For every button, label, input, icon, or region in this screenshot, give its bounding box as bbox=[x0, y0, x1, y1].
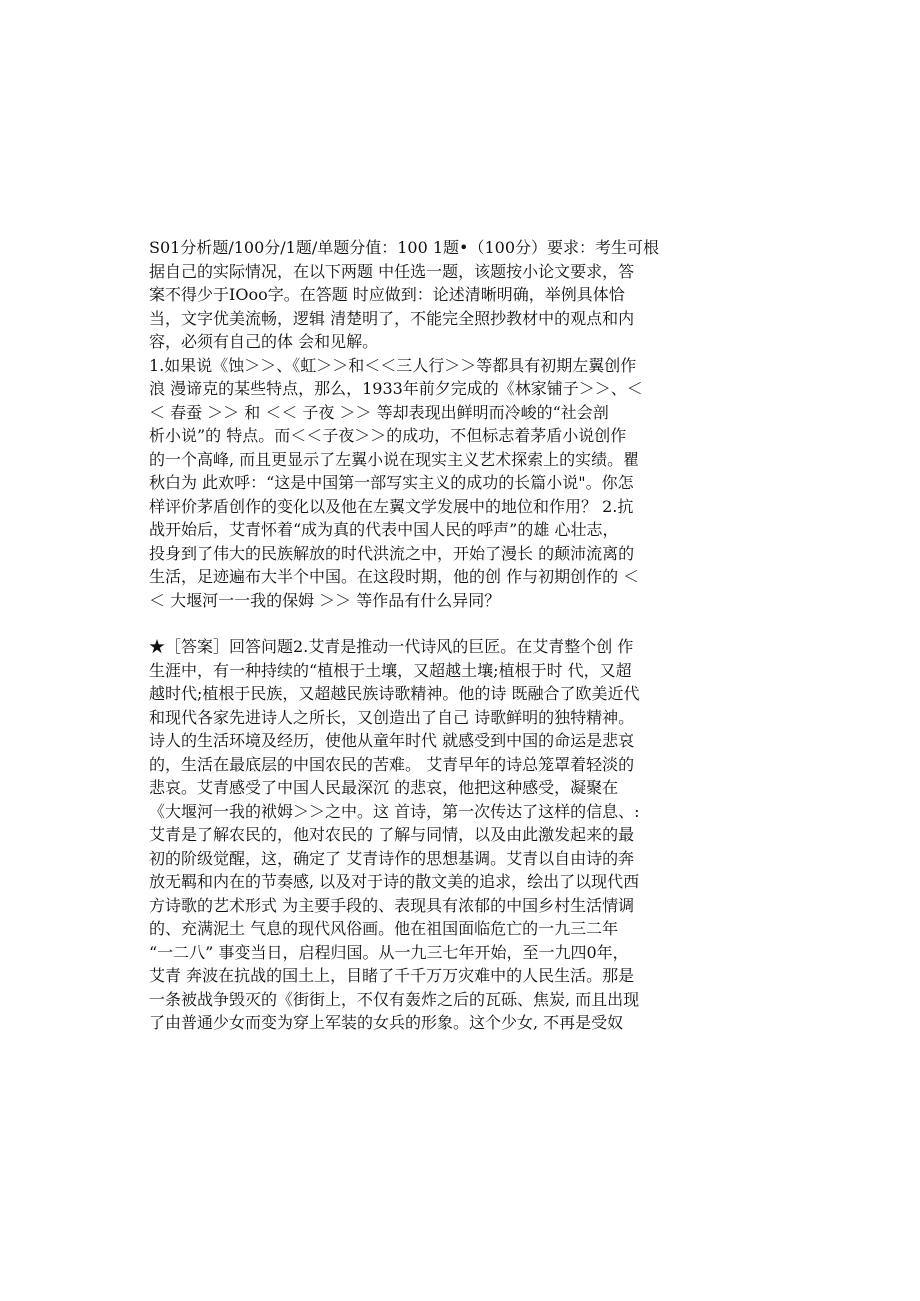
text-line: 的、充满泥土 气息的现代风俗画。他在祖国面临危亡的一九三二年 bbox=[149, 919, 619, 938]
text-line: 一条被战争毁灭的《街街上，不仅有轰炸之后的瓦砾、焦炭, 而且出现 bbox=[149, 989, 640, 1009]
text-line: 的一个高峰, 而且更显示了左翼小说在现实主义艺术探索上的实绩。瞿 bbox=[149, 449, 640, 469]
text-line: 案不得少于IOoo字。在答题 时应做到：论述清晰明确，举例具体恰 bbox=[149, 285, 625, 304]
answer-text bbox=[149, 635, 694, 1035]
text-line: ＜ 大堰河一一我的保姆 ＞＞ 等作品有什么异同？ bbox=[149, 590, 501, 610]
question-text bbox=[149, 236, 694, 612]
text-line: 《大堰河一我的袱姆＞＞之中。这 首诗，第一次传达了这样的信息、: bbox=[149, 801, 640, 821]
text-line: 悲哀。艾青感受了中国人民最深沉 的悲哀，他把这种感受，凝聚在 bbox=[149, 778, 619, 797]
text-line: S01分析题/100分/1题/单题分值：100 1题•（100分）要求：考生可根 bbox=[149, 238, 659, 257]
text-line: 越时代;植根于民族，又超越民族诗歌精神。他的诗 既融合了欧美近代 bbox=[149, 684, 640, 703]
text-line: “一二八” 事变当日，启程归国。从一九三七年开始，至一九四0年， bbox=[149, 942, 629, 962]
text-line: 生涯中，有一种持续的“植根于土壤，又超越土壤;植根于时 代，又超 bbox=[149, 660, 632, 680]
text-line: 诗人的生活环境及经历，使他从童年时代 就感受到中国的命运是悲哀 bbox=[149, 731, 635, 750]
text-line: ＜ 春蚕 ＞＞ 和 ＜＜ 子夜 ＞＞ 等却表现出鲜明而冷峻的“社会剖 bbox=[149, 402, 609, 422]
text-line: 生活，足迹遍布大半个中国。在这段时期，他的创 作与初期创作的 ＜ bbox=[149, 567, 640, 586]
text-line: 了由普通少女而变为穿上军装的女兵的形象。这个少女, 不再是受奴 bbox=[149, 1013, 624, 1032]
text-line: 艾青 奔波在抗战的国土上，目睹了千千万万灾难中的人民生活。那是 bbox=[149, 966, 635, 985]
text-line: 初的阶级觉醒，这，确定了 艾青诗作的思想基调。艾青以自由诗的奔 bbox=[149, 848, 635, 868]
text-line: 战开始后，艾青怀着“成为真的代表中国人民的呼声”的雄 心壮志， bbox=[149, 520, 619, 539]
text-line: 艾青是了解农民的，他对农民的 了解与同情，以及由此激发起来的最 bbox=[149, 825, 635, 844]
text-line: 容，必须有自己的体 会和见解。 bbox=[149, 332, 379, 351]
text-line: 投身到了伟大的民族解放的时代洪流之中，开始了漫长 的颠沛流离的 bbox=[149, 543, 635, 563]
text-line: 样评价茅盾创作的变化以及他在左翼文学发展中的地位和作用？ 2.抗 bbox=[149, 496, 634, 516]
text-line: 方诗歌的艺术形式 为主要手段的、表现具有浓郁的中国乡村生活情调 bbox=[149, 895, 635, 915]
text-line: 当，文字优美流畅，逻辑 清楚明了，不能完全照抄教材中的观点和内 bbox=[149, 308, 635, 328]
text-line: 的，生活在最底层的中国农民的苦难。 艾青早年的诗总笼罩着轻淡的 bbox=[149, 754, 635, 774]
text-line: 和现代各家先进诗人之所长，又创造出了自己 诗歌鲜明的独特精神。 bbox=[149, 707, 635, 727]
text-line: 秋白为 此欢呼：“这是中国第一部写实主义的成功的长篇小说"。你怎 bbox=[149, 473, 634, 492]
text-line: 浪 漫谛克的某些特点，那么，1933年前夕完成的《林家铺子＞＞、＜ bbox=[149, 379, 643, 398]
text-line: 据自己的实际情况，在以下两题 中任选一题，该题按小论文要求，答 bbox=[149, 261, 635, 281]
text-line: 1.如果说《蚀＞＞、《虹＞＞和＜＜三人行＞＞等都具有初期左翼创作 bbox=[149, 355, 637, 375]
text-line: 放无羁和内在的节奏感, 以及对于诗的散文美的追求，绘出了以现代西 bbox=[149, 872, 640, 891]
text-line: ★［答案］回答问题2.艾青是推动一代诗风的巨匠。在艾青整个创 作 bbox=[149, 637, 634, 656]
text-line: 析小说”的 特点。而＜＜子夜＞＞的成功，不但标志着茅盾小说创作 bbox=[149, 426, 627, 445]
